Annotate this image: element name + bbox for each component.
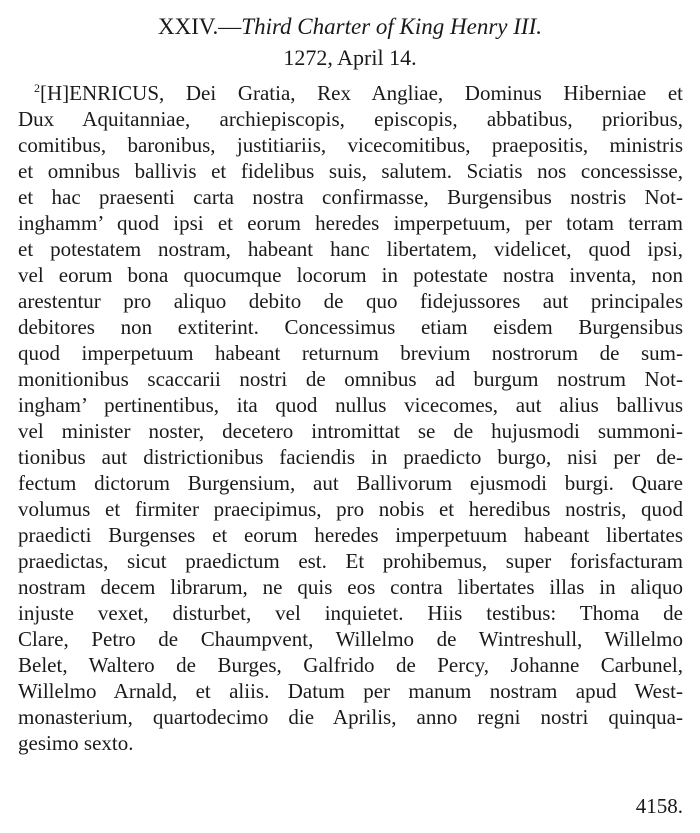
- body-line: et omnibus ballivis et fidelibus suis, salutem. Sciatis nos concessisse,: [18, 159, 683, 183]
- body-line: vel eorum bona quocumque locorum in potestate nostra inventa, non: [18, 263, 683, 287]
- body-line: Dux Aquitanniae, archiepiscopis, episcopis, abbatibus, prioribus,: [18, 107, 683, 131]
- body-line: vel minister noster, decetero intromittat se de hujusmodi summoni-: [18, 419, 683, 443]
- body-line: et hac praesenti carta nostra confirmasse, Burgensibus nostris Not-: [18, 185, 683, 209]
- body-line: praedicti Burgenses et eorum heredes imperpetuum habeant libertates: [18, 523, 683, 547]
- reference-number: 4158.: [635, 794, 683, 818]
- line-text: , Dei Gratia, Rex Angliae, Dominus Hiberniae et: [159, 81, 683, 105]
- charter-heading: [0, 14, 700, 40]
- body-line: debitores non extiterint. Concessimus etiam eisdem Burgensibus: [18, 315, 683, 339]
- body-line: [34, 80, 683, 106]
- body-line: gesimo sexto.: [18, 731, 134, 755]
- body-line: Willelmo Arnald, et aliis. Datum per manum nostram apud West-: [18, 679, 683, 703]
- body-line: et potestatem nostram, habeant hanc libertatem, videlicet, quod ipsi,: [18, 237, 683, 261]
- body-line: ingham’ pertinentibus, ita quod nullus vicecomes, aut alius ballivus: [18, 393, 683, 417]
- lead-bracket: [H]: [40, 81, 70, 105]
- heading-numeral: XXIV.—: [158, 14, 242, 39]
- body-line: tionibus aut districtionibus faciendis in praedicto burgo, nisi per de-: [18, 445, 683, 469]
- lead-word: ENRICUS: [69, 81, 160, 105]
- body-line: volumus et firmiter praecipimus, pro nobis et heredibus nostris, quod: [18, 497, 683, 521]
- body-line: comitibus, baronibus, justitiariis, vicecomitibus, praepositis, ministris: [18, 133, 683, 157]
- body-line: Belet, Waltero de Burges, Galfrido de Percy, Johanne Carbunel,: [18, 653, 683, 677]
- charter-date: 1272, April 14.: [283, 45, 417, 70]
- body-line: fectum dictorum Burgensium, aut Ballivorum ejusmodi burgi. Quare: [18, 471, 683, 495]
- body-line: inghamm’ quod ipsi et eorum heredes imperpetuum, per totam terram: [18, 211, 683, 235]
- body-line: nostram decem librarum, ne quis eos contra libertates illas in aliquo: [18, 575, 683, 599]
- body-line: quod imperpetuum habeant returnum brevium nostrorum de sum-: [18, 341, 683, 365]
- body-line: praedictas, sicut praedictum est. Et prohibemus, super forisfacturam: [18, 549, 683, 573]
- footnote-marker: 2: [34, 81, 40, 95]
- body-line: injuste vexet, disturbet, vel inquietet. Hiis testibus: Thoma de: [18, 601, 683, 625]
- body-line: Clare, Petro de Chaumpvent, Willelmo de Wintreshull, Willelmo: [18, 627, 683, 651]
- body-line: arestentur pro aliquo debito de quo fidejussores aut principales: [18, 289, 683, 313]
- body-line: monasterium, quartodecimo die Aprilis, anno regni nostri quinqua-: [18, 705, 683, 729]
- body-line: monitionibus scaccarii nostri de omnibus ad burgum nostrum Not-: [18, 367, 683, 391]
- heading-title: Third Charter of King Henry III.: [241, 14, 542, 39]
